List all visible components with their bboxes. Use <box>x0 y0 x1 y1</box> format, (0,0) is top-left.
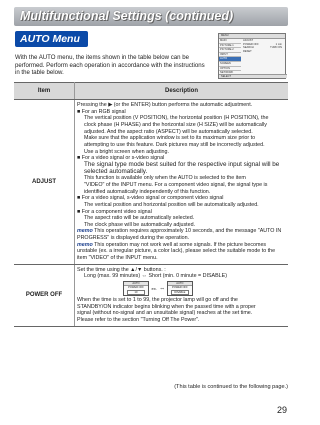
table-header-row <box>14 83 288 100</box>
item-adjust: ADJUST <box>14 100 75 265</box>
desc-line: Use a bright screen when adjusting. <box>84 148 169 155</box>
desc-line: identified automatically independently of this function. <box>84 188 211 195</box>
desc-line: ■ For a video signal, s-video signal or component video signal <box>77 195 224 202</box>
desc-line: When the time is set to 1 to 99, the projector lamp will go off and the <box>77 297 238 304</box>
menu-right-row: POWER OFF 1 min <box>243 42 282 46</box>
desc-line: The vertical position and horizontal position will be automatically adjusted. <box>84 201 259 208</box>
table-row-power-off <box>14 264 288 326</box>
desc-line: ■ For a video signal or s-video signal <box>77 155 165 162</box>
power-off-example <box>77 281 286 296</box>
menu-right-row: ADJUST <box>243 39 254 42</box>
memo-note <box>77 242 286 262</box>
menu-screenshot-right-list <box>243 39 283 53</box>
table-row-adjust <box>14 100 288 265</box>
desc-line: The signal type mode best suited for the respective input signal will be <box>84 160 280 168</box>
menu-left-item: OPTION <box>219 67 241 72</box>
continuation-note: (This table is continued to the following page.) <box>174 384 288 390</box>
desc-line: Long (max. 99 minutes) ⇔ Short (min. 0 minute = DISABLE) <box>84 273 228 280</box>
memo-label: memo <box>77 228 93 235</box>
desc-line: Set the time using the ▲/▼ buttons. : <box>77 266 166 273</box>
desc-line: ■ For a component video signal <box>77 208 152 215</box>
desc-line: selected automatically. <box>84 167 148 175</box>
menu-right-row: SEARCH TURN ON <box>243 46 282 50</box>
menu-left-item: PICTURE-1 <box>219 44 241 49</box>
page-title: Multifunctional Settings (continued) <box>20 9 234 23</box>
memo-text: This operation may not work well at some signals. If the picture becomes unstable (ex. a irregular picture, a color lack), please select the suitable mode to the item "VIDEO" of the INPUT menu. <box>77 241 276 262</box>
ex-label: ex. <box>151 285 157 291</box>
desc-line: adjusted. And the aspect ratio (ASPECT) will be automatically selected. <box>84 128 253 135</box>
mini-menu-left: AUTO POWER OFF 10 <box>123 281 149 296</box>
column-header-description: Description <box>75 83 289 100</box>
desc-line: ■ For an RGB signal <box>77 108 126 115</box>
description-adjust <box>75 100 289 265</box>
desc-line: The aspect ratio will be automatically selected. <box>84 215 195 222</box>
page-number: 29 <box>276 405 287 415</box>
memo-text: This operation requires approximately 10 seconds, and the message "AUTO IN PROGRESS" is displayed during the operation. <box>77 228 282 242</box>
menu-right-row: RESET <box>243 49 252 53</box>
desc-line: STANDBY/ON indicator begins blinking when the passed time with a proper <box>77 303 256 310</box>
menu-screenshot <box>218 33 286 79</box>
settings-table <box>14 82 288 327</box>
intro-paragraph: With the AUTO menu, the items shown in the table below can be performed. Perform each operation in accordance with the instructions in the table below. <box>15 54 205 77</box>
page-header-banner <box>14 7 288 26</box>
column-header-item: Item <box>14 83 75 100</box>
menu-left-item: NETWORK <box>219 71 241 76</box>
double-arrow-icon: ⇔ <box>159 285 166 292</box>
mini-menu-right: AUTO POWER OFF DISABLE <box>167 281 193 296</box>
desc-line: This function is available only when the AUTO is selected to the item <box>84 175 246 182</box>
memo-note <box>77 228 286 241</box>
desc-line: The vertical position (V POSITION), the horizontal position (H POSITION), the <box>84 115 269 122</box>
desc-line: The clock phase will be automatically adjusted. <box>84 221 196 228</box>
menu-left-item: MAIN <box>219 39 241 44</box>
menu-screenshot-footer: SELECT <box>219 74 287 78</box>
desc-line: Please refer to the section "Turning Off The Power". <box>77 317 200 324</box>
section-banner <box>15 31 88 47</box>
item-power-off: POWER OFF <box>14 264 75 326</box>
menu-screenshot-left-list <box>219 39 241 76</box>
desc-line: Make sure that the application window is set to its maximum size prior to <box>84 135 256 142</box>
menu-left-item: SCREEN <box>219 62 241 67</box>
menu-left-item-selected: AUTO <box>219 57 241 62</box>
section-title: AUTO Menu <box>20 32 80 45</box>
desc-line: attempting to use this feature. Dark pictures may still be incorrectly adjusted. <box>84 141 265 148</box>
description-power-off <box>75 264 289 326</box>
desc-line: Pressing the ▶ (or the ENTER) button performs the automatic adjustment. <box>77 102 253 108</box>
menu-left-item: INPUT <box>219 53 241 58</box>
desc-line: signal (without no-signal and an unsuitable signal) reaches at the set time. <box>77 310 253 317</box>
desc-line: clock phase (H PHASE) and the horizontal size (H SIZE) will be automatically <box>84 121 267 128</box>
menu-left-item: PICTURE-2 <box>219 48 241 53</box>
menu-screenshot-title: MENU <box>219 34 285 39</box>
memo-label: memo <box>77 241 93 248</box>
desc-line: "VIDEO" of the INPUT menu. For a component video signal, the signal type is <box>84 181 268 188</box>
